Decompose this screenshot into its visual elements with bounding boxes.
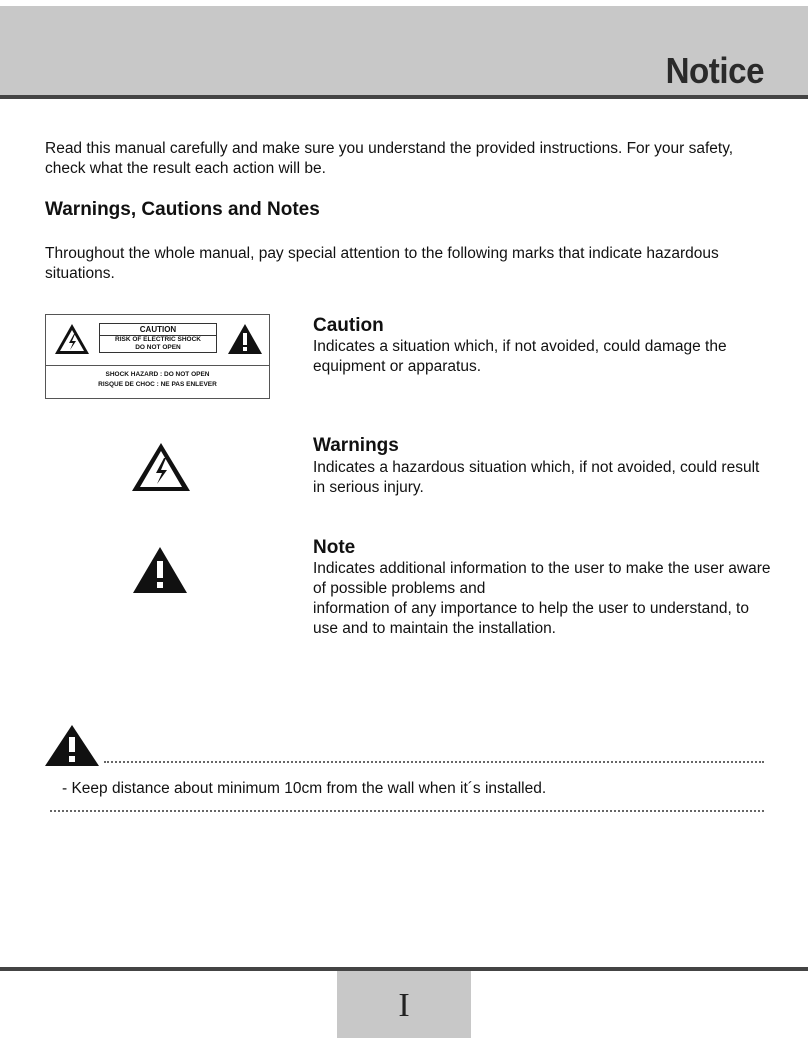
intro-paragraph: Read this manual carefully and make sure you understand the provided instructions. For your safety, check what the result each action will be. xyxy=(45,140,734,177)
note-title: Note xyxy=(313,537,356,558)
warnings-title: Warnings xyxy=(313,435,399,456)
caution-label-hazard-fr: RISQUE DE CHOC : NE PAS ENLEVER xyxy=(98,381,217,388)
exclamation-warning-icon xyxy=(43,724,101,768)
exclamation-warning-icon xyxy=(226,322,264,356)
page-number: I xyxy=(337,971,471,1038)
exclamation-warning-icon xyxy=(131,545,189,595)
caution-label-risk-line2: DO NOT OPEN xyxy=(135,344,181,351)
note-description-line2: information of any importance to help the user to understand, to use and to maintain the installation. xyxy=(313,600,749,637)
page-title: Notice xyxy=(665,50,764,91)
note-description xyxy=(313,559,773,639)
caution-label-hazard-en: SHOCK HAZARD : DO NOT OPEN xyxy=(105,371,210,378)
caution-label-image xyxy=(45,314,270,399)
dotted-divider-top xyxy=(104,761,764,763)
caution-label-inner-box xyxy=(99,323,217,353)
section-heading: Warnings, Cautions and Notes xyxy=(45,199,320,220)
caution-label-word: CAUTION xyxy=(100,324,216,336)
caution-title: Caution xyxy=(313,315,384,336)
warnings-description: Indicates a hazardous situation which, if not avoided, could result in serious injury. xyxy=(313,459,760,496)
section-paragraph: Throughout the whole manual, pay special attention to the following marks that indicate hazardous situations. xyxy=(45,245,719,282)
installation-notice: - Keep distance about minimum 10cm from the wall when it´s installed. xyxy=(62,780,547,797)
lightning-warning-icon xyxy=(130,441,192,493)
caution-label-hazard xyxy=(46,370,269,390)
caution-label-risk-line1: RISK OF ELECTRIC SHOCK xyxy=(115,336,201,343)
lightning-warning-icon xyxy=(53,322,91,356)
caution-description: Indicates a situation which, if not avoided, could damage the equipment or apparatus. xyxy=(313,338,727,375)
caution-label-risk xyxy=(100,336,216,352)
note-description-line1: Indicates additional information to the user to make the user aware of possible problems and xyxy=(313,560,771,597)
header-divider xyxy=(0,95,808,99)
dotted-divider-bottom xyxy=(50,810,764,812)
